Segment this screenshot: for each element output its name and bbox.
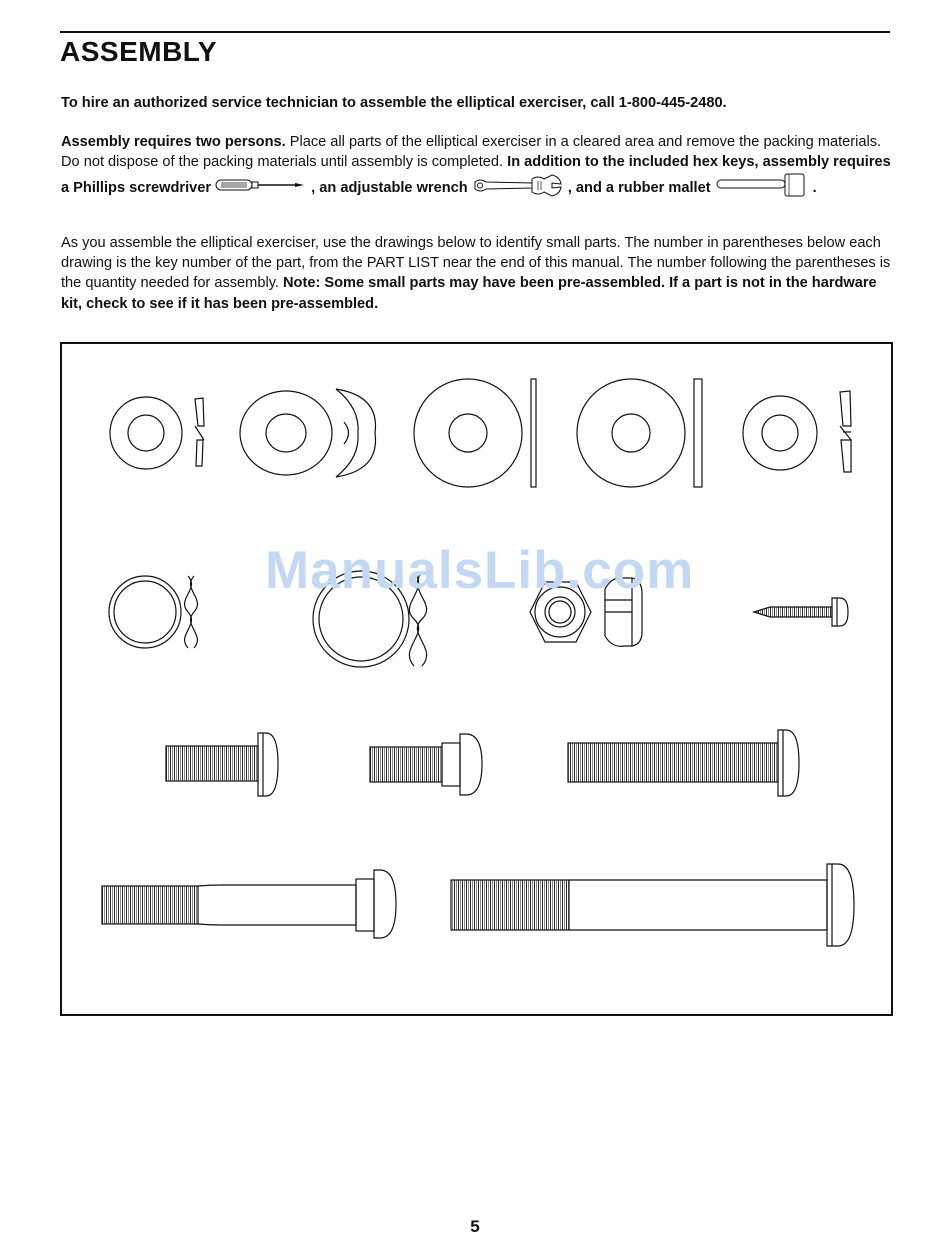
shoulder-bolt: [370, 734, 482, 795]
mallet-icon: [715, 172, 809, 204]
identify-parts-paragraph: [61, 233, 896, 314]
requirements-bold-2: , an adjustable wrench: [307, 180, 472, 197]
wave-ring: [109, 576, 197, 648]
long-shank-bolt: [451, 864, 854, 946]
large-flat-washer: [414, 379, 536, 487]
split-lock-washer: [743, 391, 851, 472]
assembly-requirements-paragraph: [61, 132, 896, 205]
identify-text: As you assemble the elliptical exerciser, use the drawings below to identify small parts. The number in parentheses below each drawing is the key number of the part, from the PART LIST near the end of this manual. The number following the parentheses is the quantity needed for assembly.: [61, 235, 891, 292]
flat-washer: [577, 379, 702, 487]
long-round-head-bolt: [568, 730, 799, 796]
page-number: 5: [470, 1217, 480, 1236]
long-shoulder-bolt: [102, 870, 396, 938]
requirements-text: Place all parts of the elliptical exerciser in a cleared area and remove the packing materials. Do not dispose of the packing materials until assembly is completed.: [61, 134, 882, 171]
split-lock-washer: [110, 397, 204, 469]
identify-note: Note: Some small parts may have been pre-assembled. If a part is not in the hardware kit, check to see if it has been pre-assembled.: [61, 275, 877, 312]
screw: [754, 598, 848, 626]
requirements-bold-1: In addition to the included hex keys, assembly requires a Phillips screwdriver: [61, 154, 891, 197]
requirements-bold-3: , and a rubber mallet: [563, 180, 715, 197]
requirements-bold-4: .: [808, 180, 817, 197]
curved-washer: [240, 389, 376, 477]
wrench-icon: [472, 173, 564, 203]
service-note: To hire an authorized service technician to assemble the elliptical exerciser, call 1-800-445-2480.: [61, 95, 727, 111]
screwdriver-icon: [215, 177, 307, 199]
requirements-lead: Assembly requires two persons.: [61, 134, 286, 150]
page-title: ASSEMBLY: [60, 36, 218, 67]
watermark: ManualsLib.com: [265, 541, 695, 600]
header-rule: [60, 31, 890, 33]
round-head-bolt: [166, 733, 278, 796]
hardware-identification-chart: [60, 342, 893, 1016]
